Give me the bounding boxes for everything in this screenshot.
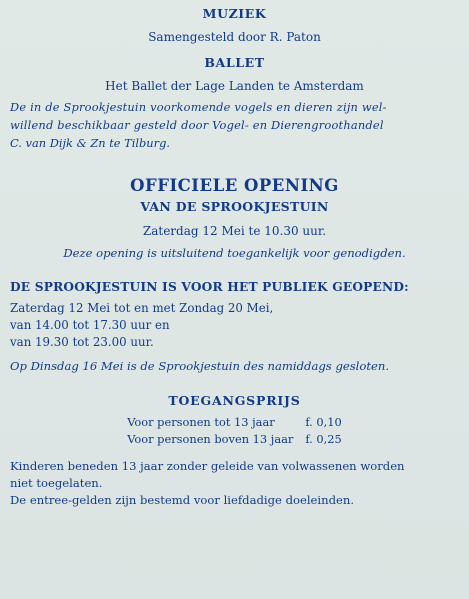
toegang-footer [10,458,459,509]
muziek-heading: MUZIEK [202,6,267,21]
footer-line: De entree-gelden zijn bestemd voor liefdadige doeleinden. [10,493,355,507]
publiek-times [10,300,459,351]
footer-line: Kinderen beneden 13 jaar zonder geleide van volwassenen worden [10,459,405,473]
price-value: f. 0,25 [305,432,342,446]
toegang-heading: TOEGANGSPRIJS [168,393,301,408]
footer-line: niet toegelaten. [10,476,103,490]
ballet-note-line: C. van Dijk & Zn te Tilburg. [10,136,171,150]
ballet-note [10,98,459,152]
publiek-line: Zaterdag 12 Mei tot en met Zondag 20 Mei, [10,301,274,315]
price-table [123,414,346,448]
price-label: Voor personen boven 13 jaar [127,432,294,446]
price-label: Voor personen tot 13 jaar [127,415,275,429]
opening-note: Deze opening is uitsluitend toegankelijk voor genodigden. [63,246,406,260]
ballet-subtitle: Het Ballet der Lage Landen te Amsterdam [105,79,364,93]
opening-subtitle: VAN DE SPROOKJESTUIN [140,199,329,214]
publiek-line: van 14.00 tot 17.30 uur en [10,318,170,332]
price-row [123,414,346,431]
ballet-note-line: willend beschikbaar gesteld door Vogel- en Dierengroothandel [10,118,384,132]
publiek-heading: DE SPROOKJESTUIN IS VOOR HET PUBLIEK GEOPEND: [10,280,409,294]
ballet-note-line: De in de Sprookjestuin voorkomende vogels en dieren zijn wel- [10,100,387,114]
price-value: f. 0,10 [305,415,342,429]
ballet-heading: BALLET [204,55,265,70]
muziek-subtitle: Samengesteld door R. Paton [148,30,321,44]
publiek-line: van 19.30 tot 23.00 uur. [10,335,154,349]
opening-title: OFFICIELE OPENING [130,176,339,195]
price-row [123,431,346,448]
publiek-note: Op Dinsdag 16 Mei is de Sprookjestuin des namiddags gesloten. [10,359,390,373]
opening-date: Zaterdag 12 Mei te 10.30 uur. [142,224,327,238]
